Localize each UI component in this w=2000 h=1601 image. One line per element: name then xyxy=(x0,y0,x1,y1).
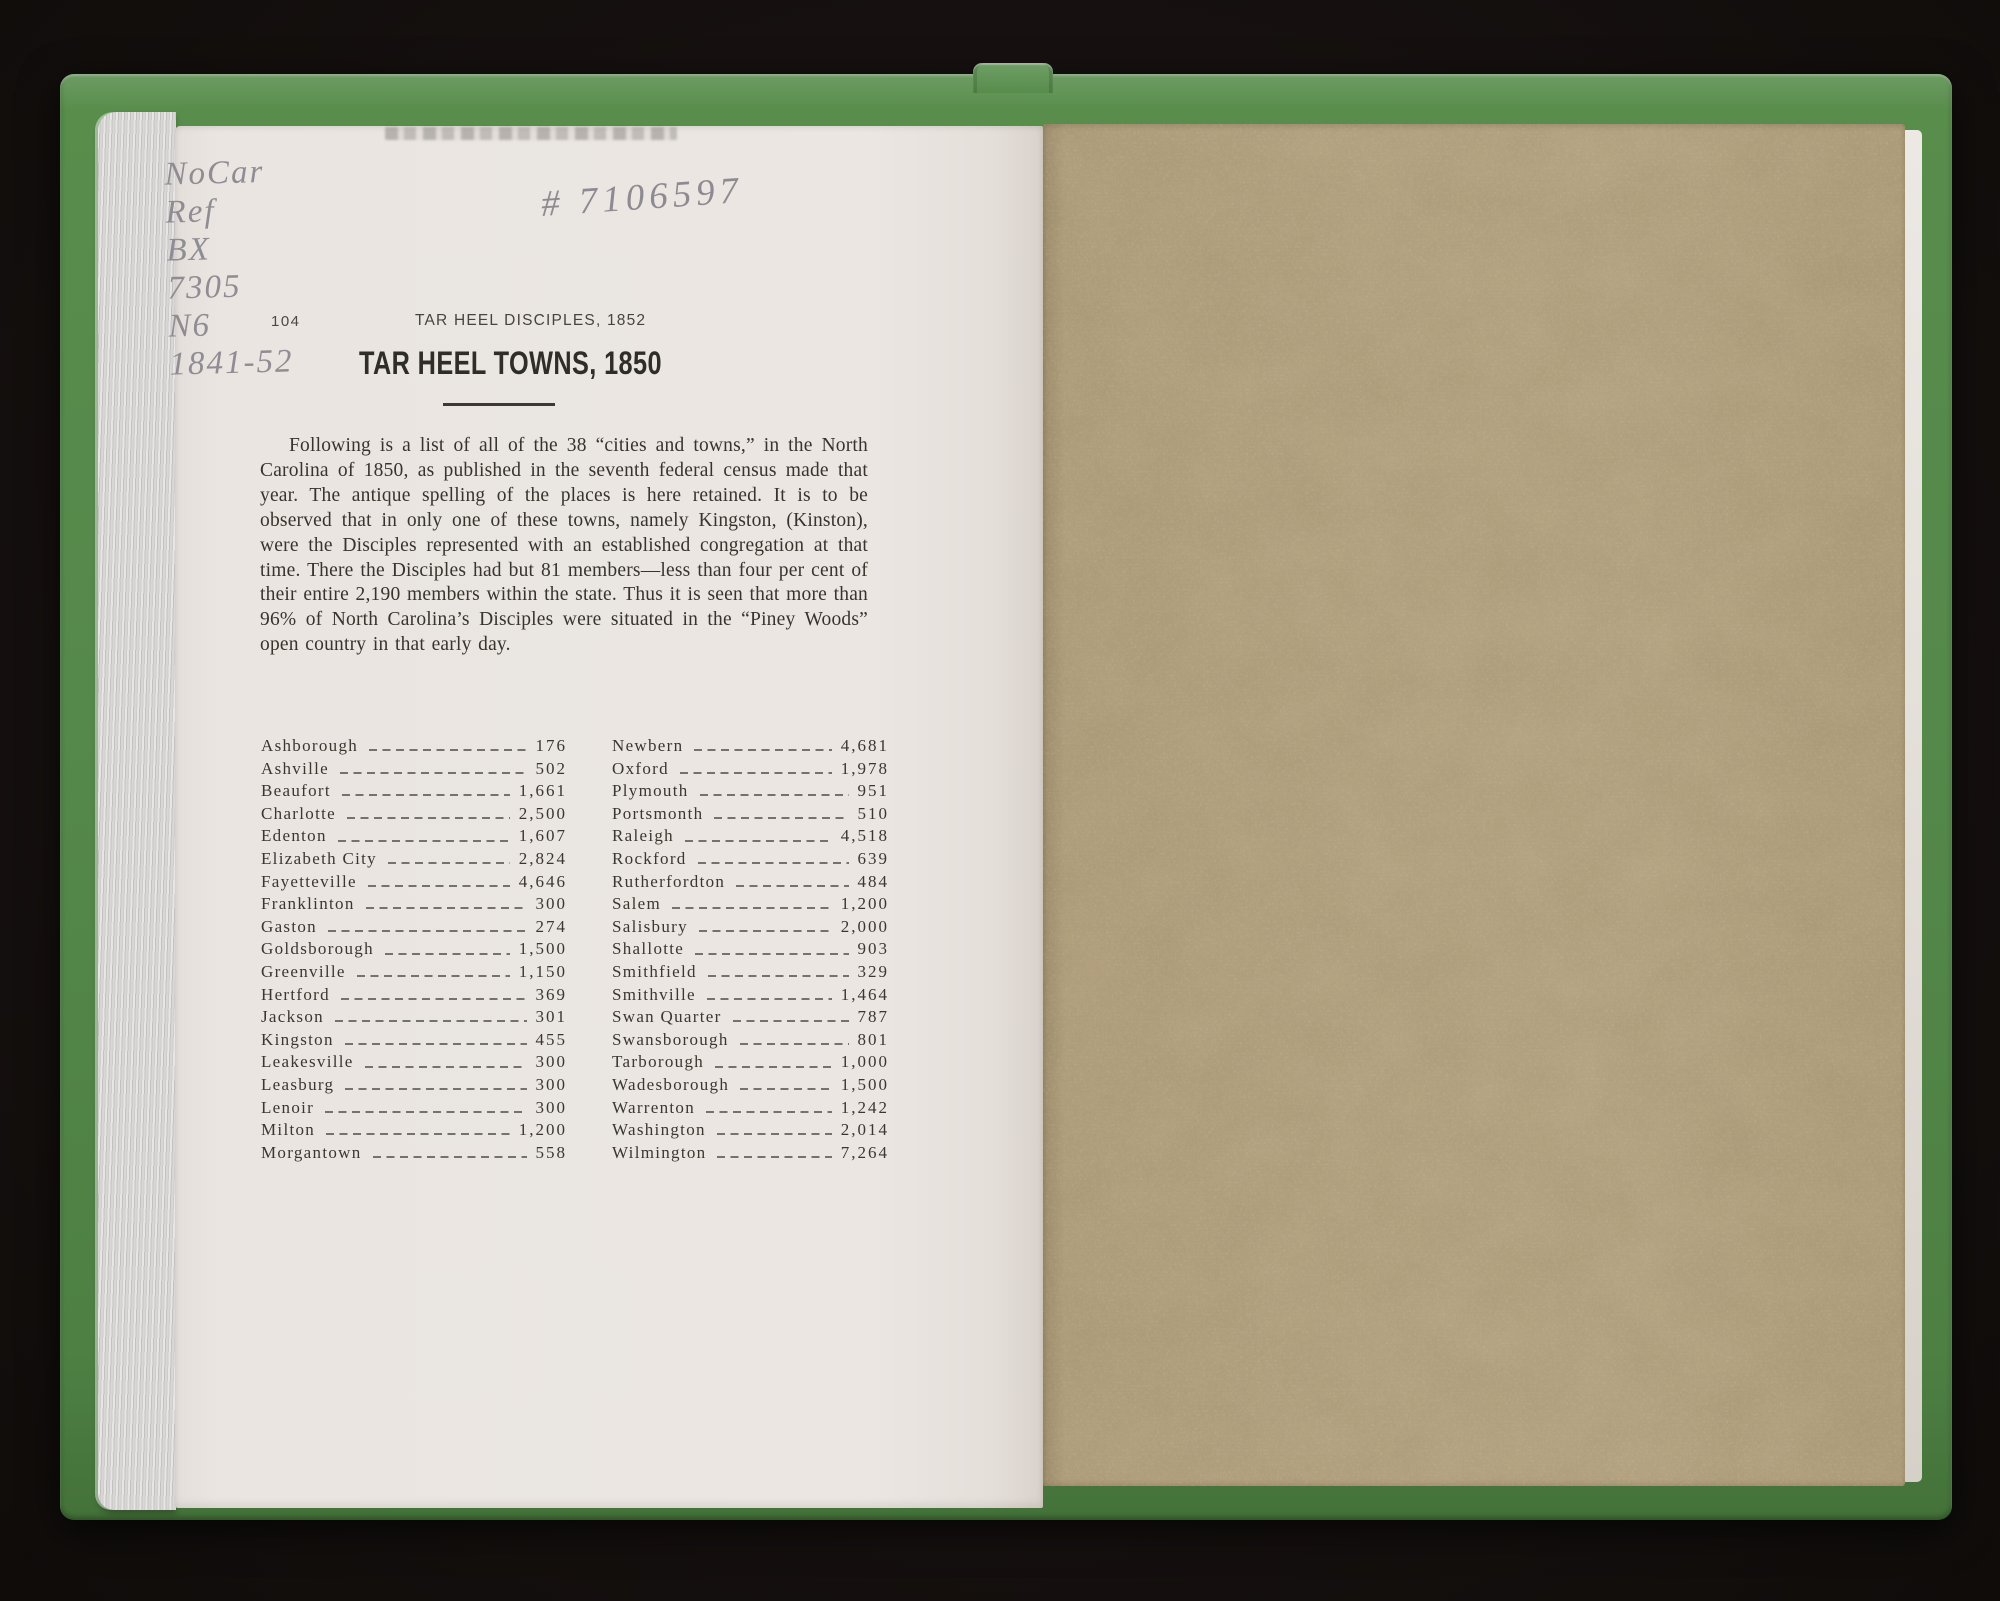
town-row xyxy=(612,917,889,940)
dash-leader xyxy=(672,907,832,909)
town-row xyxy=(261,1052,567,1075)
dash-leader xyxy=(369,749,526,751)
town-row xyxy=(261,1007,567,1030)
town-population: 1,500 xyxy=(518,939,567,959)
town-row xyxy=(261,781,567,804)
town-name: Greenville xyxy=(261,961,346,981)
town-name: Goldsborough xyxy=(261,939,374,959)
town-name: Elizabeth City xyxy=(261,848,377,868)
town-population: 300 xyxy=(535,1052,567,1072)
town-name: Wadesborough xyxy=(612,1074,730,1094)
town-row xyxy=(612,962,889,985)
dash-leader xyxy=(717,1133,832,1135)
dash-leader xyxy=(706,1111,832,1113)
dash-leader xyxy=(366,907,527,909)
town-name: Kingston xyxy=(261,1029,334,1049)
town-row xyxy=(612,1075,889,1098)
town-row xyxy=(612,1007,889,1030)
town-population: 300 xyxy=(535,894,567,914)
town-row xyxy=(261,1120,567,1143)
dash-leader xyxy=(708,975,849,977)
town-name: Charlotte xyxy=(261,803,336,823)
town-row xyxy=(612,826,889,849)
chapter-title: TAR HEEL TOWNS, 1850 xyxy=(359,345,662,381)
town-population: 2,000 xyxy=(840,916,889,936)
town-name: Oxford xyxy=(612,758,669,778)
dash-leader xyxy=(345,1088,526,1090)
town-row xyxy=(261,962,567,985)
town-column-left xyxy=(261,736,567,1165)
town-population: 1,200 xyxy=(840,894,889,914)
town-row xyxy=(261,1030,567,1053)
town-population: 455 xyxy=(535,1029,567,1049)
town-name: Salisbury xyxy=(612,916,688,936)
dash-leader xyxy=(328,930,527,932)
town-row xyxy=(612,939,889,962)
town-column-right xyxy=(612,736,889,1165)
town-population: 1,242 xyxy=(840,1097,889,1117)
town-name: Lenoir xyxy=(261,1097,315,1117)
town-row xyxy=(612,1120,889,1143)
town-population: 1,978 xyxy=(840,758,889,778)
town-row xyxy=(261,1098,567,1121)
town-population: 7,264 xyxy=(840,1142,889,1162)
town-name: Washington xyxy=(612,1120,706,1140)
town-population: 502 xyxy=(535,758,567,778)
paragraph: Following is a list of all of the 38 “cities and towns,” in the North Carolina of 1850, as published in the seventh federal census made that year. The antique spelling of the places is here retained. It is to be observed that in only one of these towns, namely Kingston, (Kinston), were the Disciples represented with an established congregation at that time. There the Disciples had but 81 members—less than four per cent of their entire 2,190 members within the state. Thus it is seen that more than 96% of North Carolina’s Disciples were situated in the “Piney Woods” open country in that early day. xyxy=(260,435,868,656)
dash-leader xyxy=(338,840,510,842)
right-page-edge xyxy=(1905,130,1922,1482)
town-row xyxy=(261,939,567,962)
dash-leader xyxy=(699,930,832,932)
town-name: Milton xyxy=(261,1120,316,1140)
town-name: Rockford xyxy=(612,848,687,868)
town-population: 369 xyxy=(535,984,567,1004)
town-population: 4,518 xyxy=(840,826,889,846)
town-row xyxy=(261,985,567,1008)
town-population: 301 xyxy=(535,1007,567,1027)
town-population: 639 xyxy=(857,848,889,868)
dash-leader xyxy=(345,1043,527,1045)
town-population: 1,500 xyxy=(840,1074,889,1094)
dash-leader xyxy=(685,840,832,842)
town-population: 903 xyxy=(857,939,889,959)
town-row xyxy=(612,1143,889,1166)
town-population: 1,661 xyxy=(518,781,567,801)
call-number-line: BX xyxy=(166,231,212,269)
town-name: Jackson xyxy=(261,1007,324,1027)
dash-leader xyxy=(385,953,510,955)
town-row xyxy=(612,736,889,759)
town-population: 176 xyxy=(535,736,567,755)
town-name: Gaston xyxy=(261,916,317,936)
dash-leader xyxy=(365,1066,527,1068)
town-name: Plymouth xyxy=(612,781,689,801)
dash-leader xyxy=(335,1020,527,1022)
dash-leader xyxy=(740,1043,849,1045)
dash-leader xyxy=(373,1156,527,1158)
town-row xyxy=(261,849,567,872)
town-population: 1,000 xyxy=(840,1052,889,1072)
town-name: Hertford xyxy=(261,984,330,1004)
dash-leader xyxy=(342,794,510,796)
dash-leader xyxy=(325,1111,526,1113)
town-name: Franklinton xyxy=(261,894,355,914)
town-name: Smithville xyxy=(612,984,696,1004)
town-name: Swan Quarter xyxy=(612,1007,722,1027)
town-name: Ashville xyxy=(261,758,330,778)
town-population: 300 xyxy=(535,1097,567,1117)
dash-leader xyxy=(368,885,510,887)
spine-headcap xyxy=(973,63,1053,93)
town-population: 4,646 xyxy=(518,871,567,891)
town-name: Leasburg xyxy=(261,1074,335,1094)
title-rule xyxy=(443,403,555,406)
town-row xyxy=(261,1143,567,1166)
town-population: 4,681 xyxy=(840,736,889,755)
town-row xyxy=(261,736,567,759)
town-population: 2,014 xyxy=(840,1120,889,1140)
page-number: 104 xyxy=(271,313,301,330)
town-name: Tarborough xyxy=(612,1052,705,1072)
dash-leader xyxy=(695,953,848,955)
call-number-line: 7305 xyxy=(167,268,242,307)
town-row xyxy=(612,985,889,1008)
town-name: Warrenton xyxy=(612,1097,696,1117)
call-number-line: 1841-52 xyxy=(169,343,294,383)
fore-edge-page-stack xyxy=(98,112,176,1510)
dash-leader xyxy=(347,817,510,819)
town-population: 484 xyxy=(857,871,889,891)
town-population: 2,500 xyxy=(518,803,567,823)
call-number-line: NoCar xyxy=(164,154,265,193)
accession-number: # 7106597 xyxy=(539,169,745,226)
town-row xyxy=(261,872,567,895)
town-population: 1,150 xyxy=(518,961,567,981)
town-row xyxy=(612,1098,889,1121)
town-population: 300 xyxy=(535,1074,567,1094)
town-population: 274 xyxy=(535,916,567,936)
endpaper-texture xyxy=(1043,124,1905,1486)
town-row xyxy=(612,872,889,895)
town-name: Raleigh xyxy=(612,826,674,846)
call-number-line: Ref xyxy=(165,193,216,231)
right-endpaper xyxy=(1043,124,1905,1486)
town-name: Shallotte xyxy=(612,939,685,959)
town-name: Leakesville xyxy=(261,1052,354,1072)
town-row xyxy=(261,917,567,940)
left-page xyxy=(164,126,1043,1508)
dash-leader xyxy=(698,862,849,864)
town-name: Swansborough xyxy=(612,1029,729,1049)
dash-leader xyxy=(326,1133,510,1135)
town-population: 1,464 xyxy=(840,984,889,1004)
running-header: TAR HEEL DISCIPLES, 1852 xyxy=(415,312,647,329)
dash-leader xyxy=(694,749,831,751)
town-name: Salem xyxy=(612,894,661,914)
town-population: 801 xyxy=(857,1029,889,1049)
town-row xyxy=(261,1075,567,1098)
town-population: 558 xyxy=(535,1142,567,1162)
dash-leader xyxy=(736,885,848,887)
dash-leader xyxy=(700,794,849,796)
town-row xyxy=(612,1030,889,1053)
town-row xyxy=(261,759,567,782)
dash-leader xyxy=(680,772,832,774)
dash-leader xyxy=(714,817,848,819)
town-row xyxy=(261,894,567,917)
dash-leader xyxy=(740,1088,832,1090)
call-number-line: N6 xyxy=(168,307,212,345)
town-population: 787 xyxy=(857,1007,889,1027)
town-population: 1,607 xyxy=(518,826,567,846)
town-population: 1,200 xyxy=(518,1120,567,1140)
town-row xyxy=(612,894,889,917)
town-population-list xyxy=(261,736,889,1165)
dash-leader xyxy=(388,862,510,864)
dash-leader xyxy=(715,1066,832,1068)
town-name: Ashborough xyxy=(261,736,359,755)
town-name: Fayetteville xyxy=(261,871,357,891)
town-population: 329 xyxy=(857,961,889,981)
town-row xyxy=(612,781,889,804)
town-name: Rutherfordton xyxy=(612,871,726,891)
call-number xyxy=(164,152,294,383)
town-name: Beaufort xyxy=(261,781,331,801)
town-name: Smithfield xyxy=(612,961,697,981)
book-cover xyxy=(60,74,1952,1520)
town-population: 2,824 xyxy=(518,848,567,868)
town-population: 951 xyxy=(857,781,889,801)
dash-leader xyxy=(341,998,527,1000)
town-name: Wilmington xyxy=(612,1142,707,1162)
town-row xyxy=(612,804,889,827)
dash-leader xyxy=(707,998,832,1000)
town-population: 510 xyxy=(857,803,889,823)
town-row xyxy=(612,759,889,782)
dash-leader xyxy=(340,772,526,774)
town-row xyxy=(612,1052,889,1075)
dash-leader xyxy=(357,975,510,977)
town-row xyxy=(261,826,567,849)
town-row xyxy=(261,804,567,827)
dash-leader xyxy=(717,1156,831,1158)
town-name: Edenton xyxy=(261,826,327,846)
town-name: Portsmonth xyxy=(612,803,704,823)
truncated-stamp xyxy=(385,127,677,140)
town-name: Newbern xyxy=(612,736,684,755)
town-row xyxy=(612,849,889,872)
town-name: Morgantown xyxy=(261,1142,362,1162)
dash-leader xyxy=(733,1020,849,1022)
